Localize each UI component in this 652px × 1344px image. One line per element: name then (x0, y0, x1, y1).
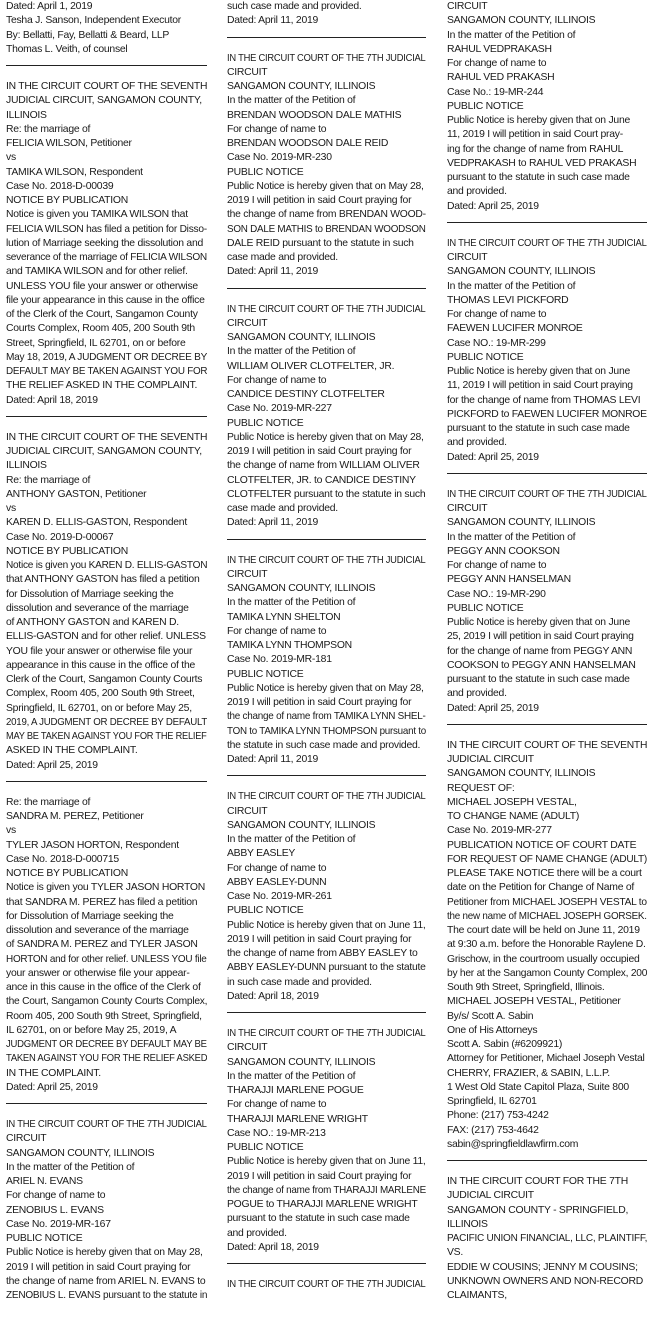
notice-text-line: For change of name to (447, 309, 547, 320)
notice-text-line: SON DALE MATHIS to BRENDAN WOODSON (227, 223, 426, 235)
notice-text-line: THE RELIEF ASKED IN THE COMPLAINT. (6, 380, 198, 392)
notice-divider (227, 288, 426, 289)
notice-text-line: Complex, Room 405, 200 South 9th Street, (6, 688, 195, 700)
legal-notice (227, 0, 426, 29)
notice-text-line: Public Notice is hereby given that on May 28, (227, 180, 424, 192)
notice-text-line: ASKED IN THE COMPLAINT. (6, 745, 138, 757)
notice-divider (227, 775, 426, 776)
notice-text-line: ABBY EASLEY-DUNN (227, 876, 327, 888)
notice-text-line: Dated: April 11, 2019 (227, 754, 319, 765)
notice-text-line: Public Notice is hereby given that on June (447, 366, 630, 377)
notice-text-line: IN THE CIRCUIT COURT OF THE SEVENTH (447, 739, 647, 751)
notice-text-line: the statute in such case made and provided. (227, 739, 421, 751)
notice-text-line: COOKSON to PEGGY ANN HANSELMAN (447, 659, 636, 671)
notice-text-line: The court date will be held on June 11, 2019 (447, 925, 640, 936)
notice-text-line: PLEASE TAKE NOTICE there will be a court (447, 868, 642, 879)
notice-divider (6, 416, 207, 417)
notice-text-line: SANGAMON COUNTY, ILLINOIS (227, 81, 376, 92)
notice-text-line: IN THE CIRCUIT COURT OF THE 7TH JUDICIAL (6, 1119, 207, 1130)
legal-notice (227, 52, 426, 280)
notice-text-line: BRENDAN WOODSON DALE REID (227, 138, 389, 149)
notice-text-line: Room 405, 200 South 9th Street, Springfield, (6, 1010, 202, 1022)
notice-text-line: ZENOBIUS L. EVANS (6, 1204, 104, 1216)
notice-text-line: CLAIMANTS, (447, 1290, 507, 1301)
notice-text-line: Dated: April 18, 2019 (227, 1241, 319, 1253)
notice-text-line: case made and provided. (227, 252, 338, 263)
notice-text-line: IN THE CIRCUIT COURT OF THE 7TH JUDICIAL (447, 237, 647, 249)
notice-text-line: DALE REID pursuant to the statute in such (227, 237, 414, 249)
legal-notice (447, 0, 647, 214)
notice-text-line: SANGAMON COUNTY, ILLINOIS (227, 583, 376, 594)
notice-text-line: CIRCUIT (447, 503, 488, 514)
notice-text-line: In the matter of the Petition of (447, 29, 576, 41)
notice-text-line: lution of Marriage seeking the dissolution and (6, 237, 204, 249)
notice-text-line: IN THE CIRCUIT COURT OF THE 7TH JUDICIAL (227, 303, 426, 315)
notice-text-line: ILLINOIS (6, 460, 47, 472)
notice-text-line: TAKEN AGAINST YOU FOR THE RELIEF ASKED (6, 1053, 207, 1065)
notice-text-line: Tesha J. Sanson, Independent Executor (6, 15, 182, 27)
notice-text-line: Public Notice is hereby given that on June (447, 617, 630, 628)
legal-notice (447, 237, 647, 465)
column-3 (447, 0, 647, 1344)
notice-text-line: Dated: April 18, 2019 (227, 990, 319, 1002)
notice-text-line: THARAJJI MARLENE WRIGHT (227, 1113, 368, 1125)
notice-text-line: 2019 I will petition in said Court praying for (227, 195, 412, 206)
notice-text-line: TON to TAMIKA LYNN THOMPSON pursuant to (227, 725, 426, 737)
notice-text-line: Notice is given you TYLER JASON HORTON (6, 882, 205, 894)
notice-text-line: One of His Attorneys (447, 1024, 538, 1036)
notice-text-line: TO CHANGE NAME (ADULT) (447, 811, 580, 822)
legal-notice (227, 303, 426, 531)
notice-text-line: SANGAMON COUNTY, ILLINOIS (6, 1147, 155, 1159)
notice-text-line: Petitioner from MICHAEL JOSEPH VESTAL to (447, 896, 647, 908)
notice-text-line: Case No. 2019-MR-227 (227, 403, 332, 415)
legal-notice (227, 1278, 426, 1292)
notice-text-line: the change of name from ARIEL N. EVANS to (6, 1275, 206, 1287)
notice-text-line: For change of name to (447, 560, 547, 571)
notice-text-line: 11, 2019 I will petition in said Court praying (447, 380, 633, 392)
notice-text-line: for the change of name from THOMAS LEVI (447, 394, 641, 406)
notice-text-line: RAHUL VED PRAKASH (447, 72, 555, 84)
notice-divider (447, 222, 647, 223)
notice-text-line: Dated: April 11, 2019 (227, 266, 319, 278)
notice-text-line: In the matter of the Petition of (227, 597, 356, 609)
notice-text-line: Case No. 2019-D-00067 (6, 531, 114, 543)
notice-text-line: Re: the marriage of (6, 123, 91, 135)
notice-text-line: PUBLIC NOTICE (447, 351, 524, 363)
notice-text-line: Re: the marriage of (6, 474, 91, 486)
notice-text-line: Case No. 2018-D-000715 (6, 853, 119, 865)
legal-notice (447, 488, 647, 716)
notice-text-line: IN THE CIRCUIT COURT OF THE 7TH JUDICIAL (227, 791, 426, 803)
notice-text-line: Case No. 2019-MR-230 (227, 152, 332, 164)
notice-divider (6, 65, 207, 66)
notice-divider (6, 781, 207, 782)
notice-text-line: PUBLIC NOTICE (227, 1142, 304, 1153)
notice-text-line: IN THE CIRCUIT COURT OF THE 7TH JUDICIAL (227, 1028, 426, 1039)
notice-text-line: VS. (447, 1247, 463, 1259)
legal-notice (447, 739, 647, 1152)
notice-text-line: SANGAMON COUNTY, ILLINOIS (447, 768, 596, 780)
notice-text-line: Dated: April 25, 2019 (447, 200, 539, 212)
notice-text-line: and provided. (227, 1227, 287, 1239)
notice-text-line: Dated: April 25, 2019 (6, 759, 98, 771)
notice-text-line: For change of name to (227, 862, 327, 874)
notice-text-line: DEFAULT MAY BE TAKEN AGAINST YOU FOR (6, 366, 207, 377)
notice-text-line: appearance in this cause in the office of the (6, 659, 196, 671)
notice-text-line: PEGGY ANN COOKSON (447, 545, 560, 557)
notice-text-line: Case No. 2018-D-00039 (6, 180, 114, 192)
notice-text-line: Dated: April 11, 2019 (227, 15, 319, 27)
notice-text-line: For change of name to (227, 374, 327, 386)
notice-text-line: THARAJJI MARLENE POGUE (227, 1085, 364, 1096)
notice-text-line: Springfield, IL 62701 (447, 1096, 537, 1107)
notice-text-line: May 18, 2019, A JUDGMENT OR DECREE BY (6, 351, 207, 363)
notice-text-line: CIRCUIT (447, 252, 488, 263)
legal-notice (447, 1175, 647, 1303)
notice-text-line: and provided. (447, 437, 507, 449)
notice-text-line: PACIFIC UNION FINANCIAL, LLC, PLAINTIFF, (447, 1233, 647, 1244)
notice-text-line: and provided. (447, 186, 507, 198)
notice-text-line: case made and provided. (227, 503, 338, 514)
notice-text-line: MICHAEL JOSEPH VESTAL, Petitioner (447, 996, 621, 1008)
notice-text-line: Dated: April 11, 2019 (227, 517, 319, 529)
notice-text-line: ELLIS-GASTON and for other relief. UNLESS (6, 631, 206, 643)
notice-text-line: SANGAMON COUNTY, ILLINOIS (227, 1056, 376, 1068)
notice-text-line: and provided. (447, 688, 507, 700)
notice-text-line: for Dissolution of Marriage seeking the (6, 588, 174, 600)
notice-text-line: NOTICE BY PUBLICATION (6, 195, 128, 206)
notice-text-line: Case No.: 19-MR-244 (447, 86, 544, 98)
notice-text-line: PUBLIC NOTICE (227, 905, 304, 917)
notice-text-line: JUDGMENT OR DECREE BY DEFAULT MAY BE (6, 1039, 207, 1050)
notice-text-line: Case NO.: 19-MR-290 (447, 588, 546, 600)
notice-text-line: TYLER JASON HORTON, Respondent (6, 839, 179, 851)
notice-text-line: CIRCUIT (227, 66, 268, 78)
notice-text-line: PEGGY ANN HANSELMAN (447, 574, 571, 586)
notice-text-line: the change of name from ABBY EASLEY to (227, 948, 418, 959)
notice-divider (227, 1263, 426, 1264)
notice-text-line: For change of name to (227, 625, 327, 637)
notice-text-line: NOTICE BY PUBLICATION (6, 545, 128, 557)
notice-text-line: SANGAMON COUNTY, ILLINOIS (447, 517, 596, 529)
notice-text-line: IN THE CIRCUIT COURT FOR THE 7TH (447, 1176, 628, 1187)
notice-text-line: In the matter of the Petition of (447, 531, 576, 543)
notice-text-line: TAMIKA LYNN SHELTON (227, 611, 341, 623)
notice-text-line: the Court, Sangamon County Courts Complex, (6, 996, 207, 1008)
notice-text-line: ZENOBIUS L. EVANS pursuant to the statute in (6, 1290, 207, 1301)
notice-text-line: severance of the marriage of FELICIA WILSON (6, 252, 207, 263)
legal-notice (6, 1118, 207, 1303)
notice-text-line: for the change of name from PEGGY ANN (447, 645, 633, 657)
notice-text-line: Notice is given you TAMIKA WILSON that (6, 209, 188, 221)
legal-notice (227, 554, 426, 768)
notice-text-line: ANTHONY GASTON, Petitioner (6, 488, 147, 500)
notice-divider (227, 37, 426, 38)
notice-text-line: CIRCUIT (227, 1042, 268, 1054)
notice-text-line: 2019 I will petition in said Court praying for (227, 446, 412, 457)
notice-text-line: PUBLIC NOTICE (447, 100, 524, 112)
notice-text-line: PUBLICATION NOTICE OF COURT DATE (447, 839, 637, 851)
notice-text-line: RAHUL VEDPRAKASH (447, 43, 552, 55)
notice-text-line: Dated: April 25, 2019 (447, 451, 539, 463)
notice-text-line: MAY BE TAKEN AGAINST YOU FOR THE RELIEF (6, 731, 207, 742)
notice-text-line: POGUE to THARAJJI MARLENE WRIGHT (227, 1199, 418, 1210)
notice-divider (227, 539, 426, 540)
notice-text-line: PUBLIC NOTICE (6, 1233, 83, 1244)
notice-text-line: Attorney for Petitioner, Michael Joseph Vestal (447, 1053, 645, 1065)
notice-text-line: of the Clerk of the Court, Sangamon County (6, 309, 198, 320)
notice-text-line: Public Notice is hereby given that on May 28, (6, 1247, 203, 1259)
notice-text-line: BRENDAN WOODSON DALE MATHIS (227, 109, 402, 121)
notice-text-line: For change of name to (227, 123, 327, 135)
notice-text-line: REQUEST OF: (447, 782, 515, 794)
notice-text-line: In the matter of the Petition of (227, 95, 356, 107)
notice-text-line: In the matter of the Petition of (227, 834, 356, 845)
notice-text-line: In the matter of the Petition of (227, 1070, 356, 1082)
notice-text-line: For change of name to (227, 1099, 327, 1111)
notice-text-line: IN THE CIRCUIT COURT OF THE 7TH JUDICIAL (227, 554, 426, 566)
notice-text-line: ABBY EASLEY (227, 848, 296, 860)
column-2 (227, 0, 426, 1344)
legal-notice (6, 0, 207, 57)
legal-notice (6, 431, 207, 773)
notice-text-line: CIRCUIT (227, 317, 268, 329)
notice-divider (227, 1012, 426, 1013)
notice-text-line: Public Notice is hereby given that on June 11, (227, 919, 426, 931)
notice-text-line: Public Notice is hereby given that on May 28, (227, 431, 424, 443)
notice-text-line: CIRCUIT (6, 1133, 47, 1145)
notice-text-line: your answer or otherwise file your appear- (6, 967, 190, 979)
notice-text-line: Public Notice is hereby given that on May 28, (227, 682, 424, 694)
notice-text-line: 2019 I will petition in said Court praying for (227, 697, 412, 708)
notice-text-line: PUBLIC NOTICE (227, 668, 304, 680)
notice-text-line: CLOTFELTER, JR. to CANDICE DESTINY (227, 474, 416, 486)
notice-divider (6, 1103, 207, 1104)
notice-text-line: Phone: (217) 753-4242 (447, 1110, 549, 1122)
notice-text-line: Dated: April 18, 2019 (6, 394, 98, 406)
notice-divider (447, 724, 647, 725)
notice-text-line: IN THE CIRCUIT COURT OF THE SEVENTH (6, 81, 207, 92)
column-1 (6, 0, 207, 1344)
notice-text-line: Case No. 2019-MR-261 (227, 891, 332, 902)
notice-text-line: CIRCUIT (227, 805, 268, 817)
notice-text-line: Case NO.: 19-MR-299 (447, 337, 546, 349)
notice-divider (447, 473, 647, 474)
legal-notice (6, 796, 207, 1095)
notice-text-line: the change of name from TAMIKA LYNN SHEL- (227, 711, 426, 723)
notice-text-line: ing for the change of name from RAHUL (447, 143, 624, 155)
notice-text-line: Springfield, IL 62701, on or before May 25, (6, 702, 192, 714)
notice-divider (447, 1160, 647, 1161)
notice-text-line: South 9th Street, Springfield, Illinois. (447, 982, 605, 993)
notice-text-line: ILLINOIS (6, 109, 47, 121)
notice-text-line: PUBLIC NOTICE (447, 602, 524, 614)
notice-text-line: SANDRA M. PEREZ, Petitioner (6, 811, 144, 822)
notice-text-line: 2019 I will petition in said Court praying for (227, 1170, 412, 1182)
notice-text-line: By/s/ Scott A. Sabin (447, 1010, 534, 1022)
notice-text-line: pursuant to the statute in such case made (227, 1213, 410, 1225)
notice-text-line: JUDICIAL CIRCUIT (447, 754, 534, 765)
notice-text-line: 25, 2019 I will petition in said Court praying (447, 631, 634, 643)
notice-text-line: By: Bellatti, Fay, Bellatti & Beard, LLP (6, 29, 170, 41)
notice-text-line: FELICIA WILSON has filed a petition for Disso- (6, 223, 207, 235)
notice-text-line: THOMAS LEVI PICKFORD (447, 294, 569, 306)
notice-text-line: SANGAMON COUNTY, ILLINOIS (227, 819, 376, 831)
notice-text-line: HORTON and for other relief. UNLESS YOU file (6, 953, 207, 965)
notice-text-line: dissolution and severance of the marriage (6, 602, 189, 614)
notice-text-line: ance in this cause in the office of the Clerk of (6, 982, 201, 993)
notice-text-line: Clerk of the Court, Sangamon County Courts (6, 674, 203, 685)
notice-text-line: CIRCUIT (227, 568, 268, 580)
notice-text-line: the change of name from BRENDAN WOOD- (227, 209, 426, 221)
legal-notice (227, 1027, 426, 1255)
notice-text-line: 11, 2019 I will petition in said Court pray- (447, 129, 623, 141)
notice-text-line: Public Notice is hereby given that on June 11, (227, 1156, 426, 1168)
notice-text-line: pursuant to the statute in such case made (447, 172, 630, 183)
notice-text-line: FAEWEN LUCIFER MONROE (447, 323, 583, 335)
notice-text-line: ARIEL N. EVANS (6, 1176, 83, 1187)
notice-text-line: IL 62701, on or before May 25, 2019, A (6, 1024, 177, 1036)
notice-text-line: 2019 I will petition in said Court praying for (6, 1261, 191, 1273)
notice-text-line: that ANTHONY GASTON has filed a petition (6, 574, 200, 586)
notice-text-line: pursuant to the statute in such case made (447, 674, 630, 685)
notice-text-line: Dated: April 1, 2019 (6, 1, 93, 12)
notice-text-line: the change of name from THARAJJI MARLENE (227, 1184, 426, 1196)
notice-text-line: JUDICIAL CIRCUIT, SANGAMON COUNTY, (6, 446, 202, 457)
notice-text-line: VEDPRAKASH to RAHUL VED PRAKASH (447, 157, 637, 169)
notice-text-line: at 9:30 a.m. before the Honorable Raylene D. (447, 939, 646, 951)
notice-text-line: CIRCUIT (447, 1, 488, 12)
notice-text-line: Grischow, in the courtroom usually occupied (447, 953, 640, 965)
notice-text-line: Case No. 2019-MR-167 (6, 1218, 111, 1230)
notice-text-line: For change of name to (6, 1190, 106, 1202)
notice-text-line: the change of name from WILLIAM OLIVER (227, 460, 420, 472)
notice-text-line: In the matter of the Petition of (227, 346, 356, 358)
notice-text-line: of SANDRA M. PEREZ and TYLER JASON (6, 939, 198, 951)
notice-text-line: Re: the marriage of (6, 796, 91, 808)
notice-text-line: NOTICE BY PUBLICATION (6, 868, 128, 879)
notice-text-line: PICKFORD to FAEWEN LUCIFER MONROE (447, 408, 647, 420)
notice-text-line: of ANTHONY GASTON and KAREN D. (6, 617, 179, 628)
notice-text-line: FAX: (217) 753-4642 (447, 1124, 539, 1136)
notice-text-line: Notice is given you KAREN D. ELLIS-GASTON (6, 560, 207, 571)
notice-text-line: Dated: April 25, 2019 (6, 1081, 98, 1093)
notice-text-line: KAREN D. ELLIS-GASTON, Respondent (6, 517, 187, 529)
notice-text-line: the new name of MICHAEL JOSEPH GORSEK. (447, 910, 647, 922)
notice-text-line: PUBLIC NOTICE (227, 417, 304, 429)
notice-text-line: PUBLIC NOTICE (227, 166, 304, 178)
notice-text-line: date on the Petition for Change of Name of (447, 882, 635, 894)
notice-text-line: UNKNOWN OWNERS AND NON-RECORD (447, 1275, 643, 1287)
notice-text-line: SANGAMON COUNTY, ILLINOIS (447, 266, 596, 278)
notice-text-line: IN THE COMPLAINT. (6, 1067, 101, 1079)
notice-text-line: CHERRY, FRAZIER, & SABIN, L.L.P. (447, 1067, 610, 1079)
notice-text-line: pursuant to the statute in such case made (447, 423, 630, 434)
notice-text-line: file your appearance in this cause in the office (6, 294, 205, 306)
notice-text-line: sabin@springfieldlawfirm.com (447, 1138, 579, 1150)
notice-text-line: TAMIKA WILSON, Respondent (6, 166, 143, 178)
notice-text-line: CLOTFELTER pursuant to the statute in such (227, 488, 426, 500)
notice-text-line: Dated: April 25, 2019 (447, 702, 539, 714)
notice-text-line: IN THE CIRCUIT COURT OF THE 7TH JUDICIAL (447, 488, 647, 500)
notice-text-line: Public Notice is hereby given that on June (447, 115, 630, 126)
notice-text-line: IN THE CIRCUIT COURT OF THE SEVENTH (6, 431, 207, 443)
notice-text-line: Courts Complex, Room 405, 200 South 9th (6, 323, 195, 335)
notice-text-line: TAMIKA LYNN THOMPSON (227, 640, 352, 651)
notice-text-line: Street, Springfield, IL 62701, on or before (6, 337, 186, 349)
notice-text-line: Case No. 2019-MR-181 (227, 654, 332, 666)
notice-text-line: IN THE CIRCUIT COURT OF THE 7TH JUDICIAL (227, 52, 426, 64)
notice-text-line: SANGAMON COUNTY, ILLINOIS (227, 332, 376, 343)
notice-text-line: vs (6, 152, 16, 164)
notice-text-line: 1 West Old State Capitol Plaza, Suite 800 (447, 1081, 629, 1093)
notice-text-line: vs (6, 503, 16, 514)
notice-text-line: 2019 I will petition in said Court praying for (227, 933, 412, 945)
notice-text-line: Case No. 2019-MR-277 (447, 825, 552, 837)
notice-text-line: WILLIAM OLIVER CLOTFELTER, JR. (227, 360, 395, 372)
notice-text-line: such case made and provided. (227, 1, 362, 12)
notice-text-line: SANGAMON COUNTY - SPRINGFIELD, (447, 1204, 629, 1216)
notice-text-line: for Dissolution of Marriage seeking the (6, 910, 174, 922)
notice-text-line: UNLESS YOU file your answer or otherwise (6, 280, 198, 292)
notice-text-line: JUDICIAL CIRCUIT (447, 1190, 534, 1202)
notice-text-line: ABBY EASLEY-DUNN pursuant to the statute (227, 962, 426, 974)
notice-text-line: dissolution and severance of the marriage (6, 925, 189, 936)
notice-text-line: vs (6, 825, 16, 837)
notice-text-line: by her at the Sangamon County Complex, 200 (447, 967, 647, 979)
notice-text-line: ILLINOIS (447, 1218, 488, 1230)
notice-text-line: Thomas L. Veith, of counsel (6, 43, 128, 55)
notice-text-line: that SANDRA M. PEREZ has filed a petition (6, 896, 198, 908)
notice-text-line: YOU file your answer or otherwise file your (6, 645, 193, 657)
notice-text-line: FELICIA WILSON, Petitioner (6, 138, 132, 149)
notice-text-line: In the matter of the Petition of (6, 1161, 135, 1173)
notice-text-line: MICHAEL JOSEPH VESTAL, (447, 796, 577, 808)
legal-notice (6, 80, 207, 408)
notice-text-line: IN THE CIRCUIT COURT OF THE 7TH JUDICIAL (227, 1279, 426, 1290)
notice-text-line: Case NO.: 19-MR-213 (227, 1127, 326, 1139)
notice-text-line: and TAMIKA WILSON and for other relief. (6, 266, 188, 278)
notice-text-line: In the matter of the Petition of (447, 280, 576, 292)
notice-text-line: SANGAMON COUNTY, ILLINOIS (447, 15, 596, 27)
notice-text-line: FOR REQUEST OF NAME CHANGE (ADULT) (447, 853, 647, 865)
notice-text-line: 2019, A JUDGMENT OR DECREE BY DEFAULT (6, 716, 207, 728)
notice-text-line: JUDICIAL CIRCUIT, SANGAMON COUNTY, (6, 95, 202, 107)
notice-text-line: in such case made and provided. (227, 976, 372, 988)
notice-text-line: CANDICE DESTINY CLOTFELTER (227, 389, 385, 400)
notice-text-line: For change of name to (447, 58, 547, 69)
notice-text-line: Scott A. Sabin (#6209921) (447, 1039, 563, 1050)
notice-text-line: EDDIE W COUSINS; JENNY M COUSINS; (447, 1261, 638, 1273)
legal-notice (227, 790, 426, 1004)
